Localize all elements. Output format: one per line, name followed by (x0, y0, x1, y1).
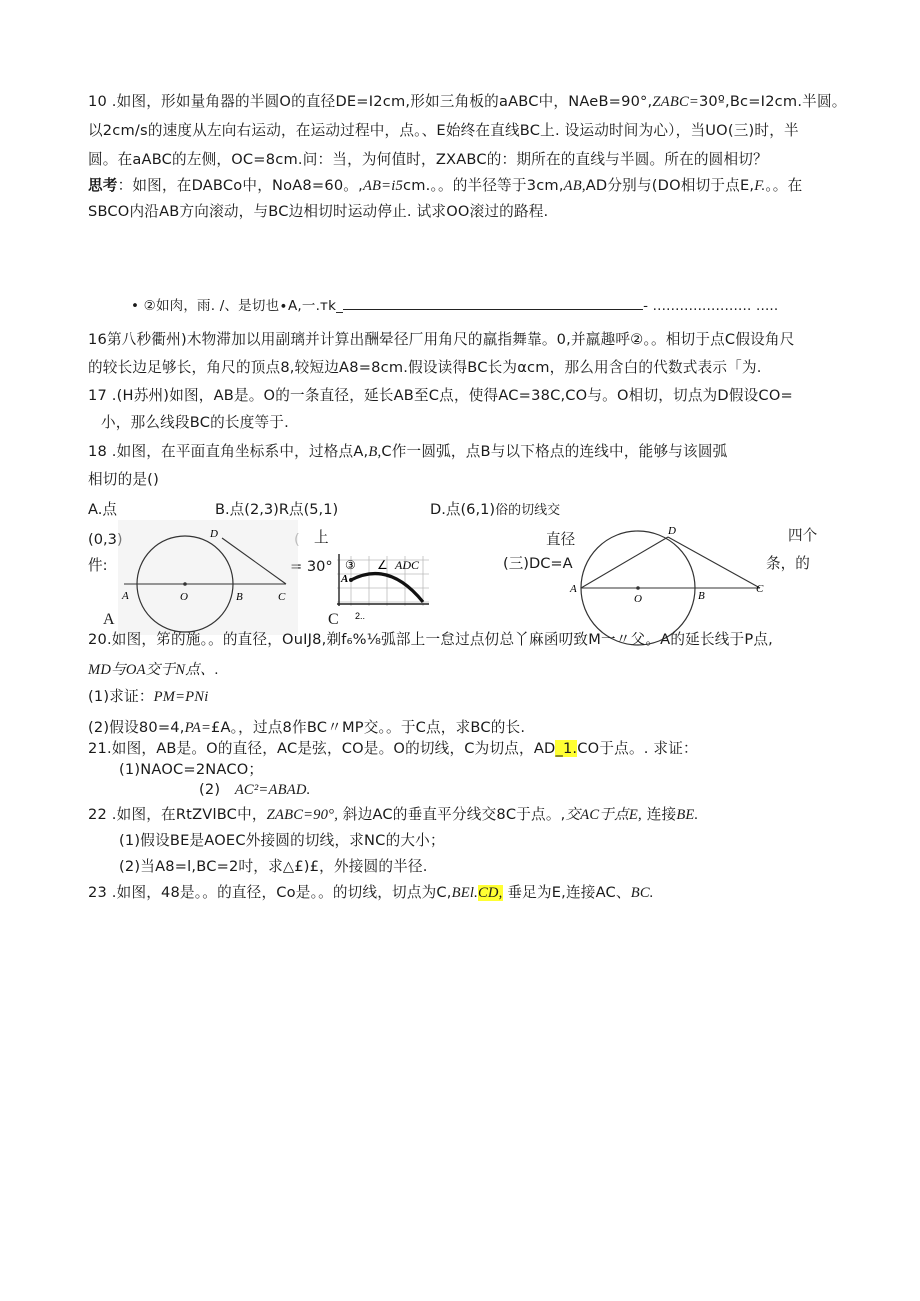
condition-fragment: 件: (88, 557, 108, 574)
figure-grid-arc (333, 552, 433, 622)
dc-fragment: (三)DC=A (503, 555, 573, 572)
q23-highlight: CD, (478, 885, 503, 901)
q16-line-1: 16第八秒衢州)木物滞加以用副璃并计算出酬晕径厂用角尺的羸指舞靠。0,并羸趣呼②。。相切于点C假设角尺 (88, 331, 795, 348)
q20-line-2: MD与OA交于N点、. (88, 662, 219, 678)
q10-line-4-c: AD分别与(DO相切于点E, (585, 177, 755, 194)
q20-line-3-italic: PM=PNi (153, 689, 209, 705)
fig1-label-c: C (278, 591, 286, 603)
paren-fragment: ( (294, 531, 300, 548)
q18-line-1 (88, 442, 727, 462)
fig1-label-d: D (210, 528, 218, 540)
fig3-tangent-line (668, 537, 760, 588)
q16-line-2: 的较长边足够长，角尺的顶点8,较短边A8=8cm.假设读得BC长为αcm，那么用含白的代数式表示「为. (88, 359, 762, 376)
q10-thinking-line (88, 176, 802, 196)
fig3-center-dot (636, 586, 640, 590)
q20-line-1: 20.如图，笫的施。。的直径，OuIJ8,剃f₆%⅛弧部上一怠过点仞总丫麻函叨致M一〃父。A的延长线于P点, (88, 631, 773, 648)
q23-line-1-b: 垂足为E,连接AC、 (502, 884, 631, 901)
q10-line-4-d: 。。在 (765, 177, 803, 194)
thinking-label: 思考 (88, 177, 118, 194)
q22-line-1-b: 斜边AC的垂直平分线交8C于点。, (338, 806, 566, 823)
q10-line-4-a: ：如图，在DABCo中，NoA8=60。, (117, 177, 363, 194)
fig1-label-b: B (236, 591, 243, 603)
q21-line-3 (199, 780, 310, 800)
q23-line-1-italic: BEl. (451, 885, 478, 901)
fig3-label-o: O (634, 593, 642, 605)
tiao-fragment: 条，的 (766, 555, 810, 572)
fig2-label-a: A (341, 573, 349, 585)
q10-line-3: 圆。在aABC的左侧，OC=8cm.问：当，为何值时，ZXABC的：期所在的直线与半圆。所在的圆相切？ (88, 151, 768, 168)
q10-line-4-italic-2: AB, (563, 178, 586, 194)
q21-line-1-b: CO于点。. 求证： (577, 740, 698, 757)
q23-line-1-italic-2: BC. (630, 885, 654, 901)
big-c-fragment: C (328, 611, 339, 628)
q22-line-3: (2)当A8=l,BC=2吋，求△£)£，外接圆的半径. (119, 858, 428, 875)
q10-line-4-b: cm.。。的半径等于3cm, (402, 177, 564, 194)
four-fragment: 四个 (788, 527, 818, 544)
fig1-label-a: A (122, 590, 129, 602)
fig3-label-a: A (570, 583, 577, 595)
q21-line-1 (88, 739, 698, 759)
option-d-tail: 俗的切线交 (495, 503, 561, 518)
fill-blank-underline (343, 297, 643, 310)
figure-circle-tangent-right (564, 524, 770, 640)
fig3-label-c: C (756, 583, 764, 595)
q18-line-2: 相切的是() (88, 471, 159, 488)
q10-line-4-italic: AB=i5 (362, 178, 403, 194)
q22-line-1-italic: ZABC=90°, (266, 807, 339, 823)
fill-blank-suffix: - ...................... ..... (643, 298, 779, 314)
fig2-tick-2: 2.. (355, 611, 366, 621)
q22-line-1-c: 连接 (641, 806, 677, 823)
q22-line-1-a: 22 .如图，在RtZVlBC中， (88, 806, 267, 823)
diameter-fragment: 直径 (546, 531, 576, 548)
fig3-chord-ad (581, 537, 668, 588)
fig3-label-b: B (698, 590, 705, 602)
option-d (430, 500, 560, 521)
q17-line-1: 17 .(H苏州)如图，AB是。O的一条直径，延长AB至C点，使得AC=38C,CO与。O相切，切点为D假设CO= (88, 387, 793, 404)
q20-line-3 (88, 687, 208, 707)
figure-circle-tangent-left (118, 520, 298, 635)
q22-line-1 (88, 805, 698, 825)
fig2-circled-3: ③ (345, 558, 356, 572)
fig1-center-dot (183, 582, 187, 586)
q10-line-4-italic-3: F. (754, 178, 766, 194)
q22-line-2: (1)假设BE是AOEC外接圆的切线，求NC的大小； (119, 832, 445, 849)
q10-line-2: 以2cm∕s的速度从左向右运动，在运动过程中，点。、E始终在直线BC上. 设运动时间为心），当UO(三)时，半 (88, 122, 799, 139)
shang-fragment: 上 (314, 529, 329, 546)
fig1-label-o: O (180, 591, 188, 603)
q17-line-2: 小，那么线段BC的长度等于. (101, 414, 289, 431)
q20-line-3-a: (1)求证： (88, 688, 154, 705)
option-b: B.点(2,3)R点(5,1) (215, 501, 339, 518)
q18-line-1-a: 18 .如图，在平面直角坐标系中，过格点A, (88, 443, 369, 460)
coord-fragment: (0,3) (88, 531, 123, 548)
q21-line-3-a: (2) (199, 781, 221, 798)
q22-line-1-italic-2: 交AC于点E, (565, 807, 642, 823)
fig1-bg (118, 520, 298, 635)
option-d-text: D.点(6,1) (430, 501, 496, 518)
q10-line-1-text: 10 .如图，形如量角器的半圆O的直径DE=I2cm,形如三角板的aABC中，NAeB=90°, (88, 93, 653, 110)
q21-highlight: _1. (555, 740, 578, 757)
q20-line-4 (88, 718, 525, 738)
angle-30-fragment: = 30° (290, 558, 333, 575)
q10-line-5: SBCO内沿AB方向滚动，与BC边相切时运动停止. 试求OO滚过的路程. (88, 203, 549, 220)
q22-line-1-italic-3: BE. (676, 807, 699, 823)
fig2-label-adc: ADC (395, 558, 419, 572)
q20-line-4-b: £A。，过点8作BC〃MP交。。于C点，求BC的长. (211, 719, 526, 736)
q10-line-1-tail: 30º,Bc=I2cm.半圆。 (698, 93, 847, 110)
q23-line-1 (88, 883, 654, 903)
fill-blank-prefix: • ②如肉，雨. /、是切也∙A,一.тk_ (131, 298, 344, 314)
fill-blank-line (131, 296, 778, 316)
q10-line-1-italic: ZABC= (652, 94, 699, 110)
fig2-angle-symbol: ∠ (377, 558, 388, 572)
q18-line-1-italic: B, (368, 444, 382, 460)
q21-line-2: (1)NAOC=2NACO； (119, 761, 264, 778)
big-a-fragment: A (103, 611, 115, 628)
q21-line-1-a: 21.如图，AB是。O的直径，AC是弦，CO是。O的切线，C为切点，AD (88, 740, 556, 757)
q20-line-4-italic: PA= (184, 720, 211, 736)
fig3-label-d: D (668, 525, 676, 537)
option-a: A.点 (88, 501, 117, 518)
q10-line-1 (88, 92, 847, 112)
q21-line-3-italic: AC²=ABAD. (234, 782, 311, 798)
q18-line-1-b: C作一圆弧，点B与以下格点的连线中，能够与该圆弧 (381, 443, 728, 460)
q20-line-4-a: (2)假设80=4, (88, 719, 185, 736)
q23-line-1-a: 23 .如图，48是。。的直径，Co是。。的切线，切点为C, (88, 884, 452, 901)
fig2-point-a (349, 578, 353, 582)
